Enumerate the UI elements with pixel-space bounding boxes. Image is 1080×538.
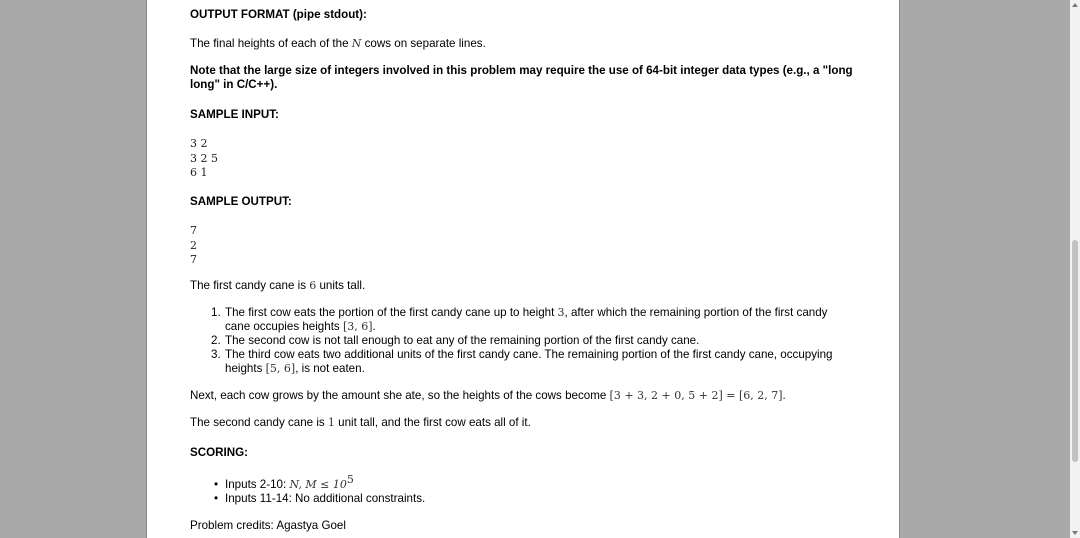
step-text: heights (225, 362, 266, 375)
step-text: , after which the remaining portion of the first candy (564, 306, 828, 319)
output-format-text (190, 37, 870, 51)
step-math: 3 (557, 306, 565, 319)
step-line (225, 320, 870, 334)
step-text: The first cow eats the portion of the first candy cane up to height (225, 306, 558, 319)
sample-input-line: 3 2 (190, 137, 208, 150)
bullet-icon: • (214, 492, 219, 505)
step-math: [3, 6] (342, 320, 373, 333)
sample-output-line: 7 (190, 253, 197, 266)
step-number: 1. (211, 306, 221, 319)
second-text-a: The second candy cane is (190, 416, 328, 429)
explanation-steps (190, 306, 870, 376)
sample-output-block (190, 224, 870, 268)
scoring-item (190, 473, 870, 492)
next-text-a: Next, each cow grows by the amount she ate, so the heights of the cows become (190, 389, 610, 402)
sample-input-line: 3 2 5 (190, 151, 218, 165)
scoring-heading: SCORING: (190, 446, 248, 459)
scoring-exponent: 5 (346, 473, 354, 487)
output-format-heading: OUTPUT FORMAT (pipe stdout): (190, 8, 367, 21)
sample-output-line: 7 (190, 224, 197, 237)
scoring-item (190, 492, 870, 506)
scroll-up-arrow-icon[interactable] (1072, 3, 1078, 7)
step-item (190, 348, 870, 376)
step-item (190, 334, 870, 348)
integer-note: Note that the large size of integers involved in this problem may require the use of 64-bit integer data types (e.g., a "long long" in C/C++). (190, 64, 853, 91)
explanation-second (190, 416, 870, 430)
intro-num: 6 (309, 279, 317, 292)
second-text-b: unit tall, and the first cow eats all of it. (334, 416, 531, 429)
second-num: 1 (327, 416, 335, 429)
scrollbar-thumb[interactable] (1072, 240, 1078, 462)
sample-output-heading: SAMPLE OUTPUT: (190, 195, 292, 208)
step-text: cane occupies heights (225, 320, 343, 333)
step-line (225, 306, 870, 320)
step-number: 3. (211, 348, 221, 361)
output-format-text-a: The final heights of each of the (190, 37, 352, 50)
bullet-icon: • (214, 478, 219, 491)
next-math: [3 + 3, 2 + 0, 5 + 2] = [6, 2, 7] (609, 389, 783, 402)
step-number: 2. (211, 334, 221, 347)
scoring-list (190, 473, 870, 506)
vertical-scrollbar[interactable] (1070, 0, 1080, 538)
step-line: The third cow eats two additional units of the first candy cane. The remaining portion of the first candy cane, occupying (225, 348, 833, 361)
next-text-b: . (782, 389, 786, 402)
explanation-intro (190, 279, 870, 293)
problem-page (146, 0, 900, 538)
scoring-text: Inputs 11-14: No additional constraints. (225, 492, 426, 505)
step-line: The second cow is not tall enough to eat any of the remaining portion of the first candy cane. (225, 334, 700, 347)
step-text: , is not eaten. (295, 362, 365, 375)
intro-text-b: units tall. (316, 279, 366, 292)
sample-input-heading: SAMPLE INPUT: (190, 108, 279, 121)
step-math: [5, 6] (265, 362, 296, 375)
intro-text-a: The first candy cane is (190, 279, 310, 292)
step-text: . (372, 320, 376, 333)
explanation-next (190, 389, 870, 403)
problem-credits: Problem credits: Agastya Goel (190, 519, 346, 532)
output-format-text-b: cows on separate lines. (361, 37, 486, 50)
scoring-label: Inputs 2-10: (225, 478, 290, 491)
scroll-down-arrow-icon[interactable] (1072, 531, 1078, 535)
var-n: N (351, 37, 362, 50)
sample-input-block (190, 137, 870, 181)
step-line (225, 362, 870, 376)
sample-input-line: 6 1 (190, 166, 208, 179)
step-item (190, 306, 870, 334)
scoring-math: N, M ≤ 10 (289, 478, 347, 491)
sample-output-line: 2 (190, 238, 197, 252)
